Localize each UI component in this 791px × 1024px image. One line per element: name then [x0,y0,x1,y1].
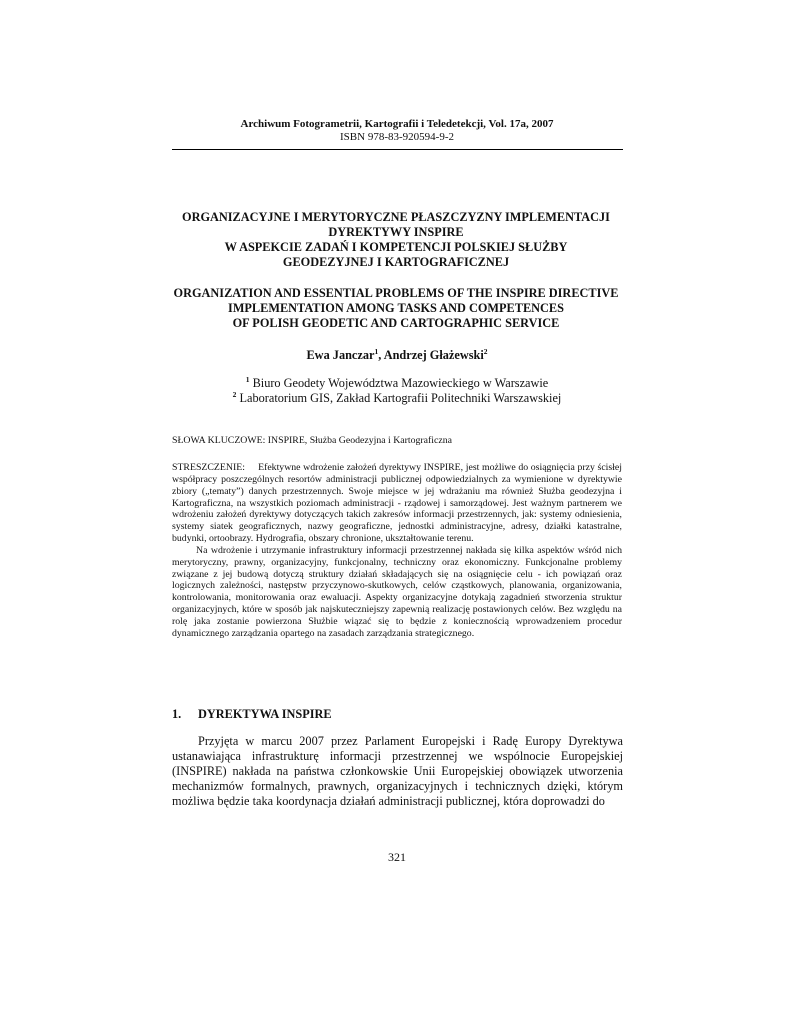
section-heading [172,707,622,722]
title-english [150,286,642,331]
affiliation-text: Laboratorium GIS, Zakład Kartografii Politechniki Warszawskiej [236,391,562,405]
author-affil-mark: 2 [483,346,488,356]
affiliation-number: 1 [245,374,250,384]
header-rule [172,149,623,150]
abstract [172,462,625,640]
title-en-line: OF POLISH GEODETIC AND CARTOGRAPHIC SERVICE [232,316,560,330]
title-en-line: IMPLEMENTATION AMONG TASKS AND COMPETENCES [228,301,564,315]
title-pl-line: ORGANIZACYJNE I MERYTORYCZNE PŁASZCZYZNY IMPLEMENTACJI [182,210,610,224]
section-number: 1. [172,707,182,721]
body-paragraph: Przyjęta w marcu 2007 przez Parlament Europejski i Radę Europy Dyrektywa ustanawiająca infrastrukturę informacji przestrzennej we wspólnocie Europejskiej (INSPIRE) nakłada na państwa członkowskie Unii Europejskiej obowiązek utworzenia mechanizmów formalnych, prawnych, organizacyjnych i technicznych dzięki, którym możliwa będzie taka koordynacja działań administracji publicznej, która doprowadzi do [172,734,623,808]
body-text [172,734,623,809]
page-number: 321 [388,850,406,864]
affiliation-line [172,376,622,391]
abstract-paragraph: STRESZCZENIE: Efektywne wdrożenie założeń dyrektywy INSPIRE, jest możliwe do osiągnięcia przy ścisłej współpracy poszczególnych resortów administracji publicznej odpowiedzialnych za wymienione w dyrektywie zbiory („tematy”) danych przestrzennych. Swoje miejsce w jej wdrażaniu ma również Służba geodezyjna i Kartograficzna, na wszystkich poziomach administracji - rządowej i samorządowej. Jest ważnym partnerem we wdrożeniu założeń dyrektywy dotyczących takich zakresów informacji przestrzennych, jak: systemy odniesienia, systemy siatek geograficznych, nazwy geograficzne, jednostki administracyjne, adresy, działki katastralne, budynki, ortoobrazy. Hydrografia, obszary chronione, ukształtowanie terenu. [172,462,625,545]
author-name: Ewa Janczar [306,348,375,362]
title-en-line: ORGANIZATION AND ESSENTIAL PROBLEMS OF THE INSPIRE DIRECTIVE [173,286,619,300]
title-pl-line: GEODEZYJNEJ I KARTOGRAFICZNEJ [282,255,510,269]
authors [172,348,622,363]
affiliation-line [172,391,622,406]
author-name: Andrzej Głażewski [383,348,484,362]
section-title: DYREKTYWA INSPIRE [198,707,332,721]
title-pl-line: DYREKTYWY INSPIRE [328,225,464,239]
affiliations [172,376,622,406]
isbn-line: ISBN 978-83-920594-9-2 [340,131,454,143]
abstract-paragraph: Na wdrożenie i utrzymanie infrastruktury informacji przestrzennej nakłada się kilka aspektów wśród nich merytoryczny, prawny, organizacyjny, funkcjonalny, techniczny oraz ekonomiczny. Funkcjonalne problemy związane z jej budową dotyczą struktury działań składających się na osiągnięcie celu - ich powiązań oraz logicznych zależności, następstw przyczynowo-skutkowych, celów cząstkowych, planowania, organizowania, kontrolowania, monitorowania oraz ewaluacji. Aspekty organizacyjne dotykają zagadnień stworzenia struktur organizacyjnych, które w sposób jak najskuteczniejszy zapewnią realizację postawionych celów. Bez względu na rolę jaka zostanie powierzona Służbie wiązać się to będzie z koniecznością wprowadzeniem procedur dynamicznego zarządzania opartego na zasadach zarządzania strategicznego. [172,544,622,639]
title-polish [150,210,642,270]
affiliation-text: Biuro Geodety Województwa Mazowieckiego w Warszawie [249,376,549,390]
title-pl-line: W ASPEKCIE ZADAŃ I KOMPETENCJI POLSKIEJ SŁUŻBY [224,240,568,254]
author-separator: , [378,348,384,362]
keywords: SŁOWA KLUCZOWE: INSPIRE, Służba Geodezyjna i Kartograficzna [172,435,452,446]
author-affil-mark: 1 [374,346,379,356]
journal-header: Archiwum Fotogrametrii, Kartografii i Teledetekcji, Vol. 17a, 2007 [240,118,554,130]
affiliation-number: 2 [232,389,237,399]
